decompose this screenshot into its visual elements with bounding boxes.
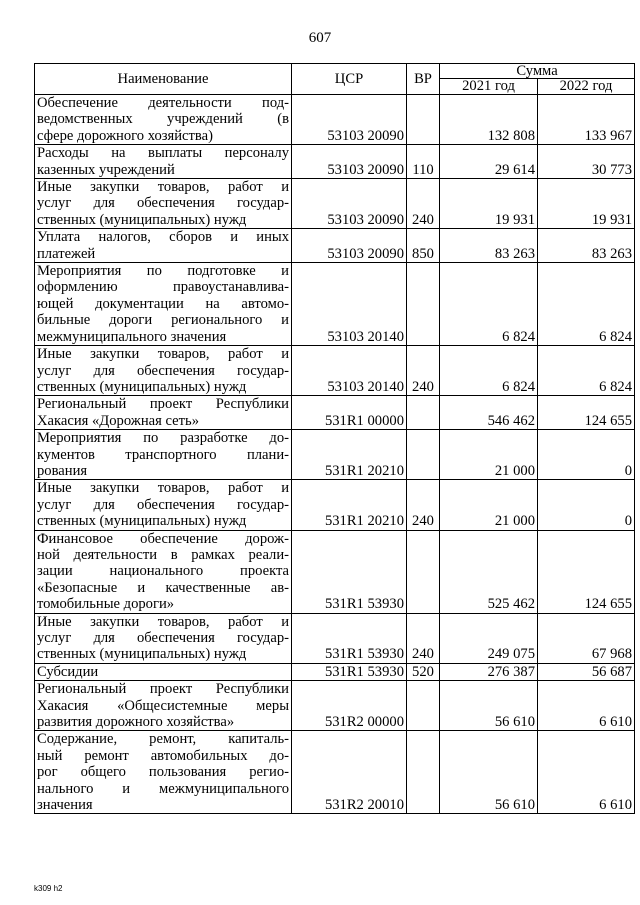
row-vr: 240 <box>407 179 440 229</box>
budget-table <box>34 63 635 814</box>
column-header-name: Наименование <box>35 64 292 95</box>
row-name <box>35 396 292 430</box>
row-vr <box>407 263 440 346</box>
row-sum-2022: 0 <box>538 480 635 530</box>
row-name-line: ственных (муниципальных) нужд <box>37 378 247 395</box>
row-name-line: ной деятельности в рамках реали- <box>37 546 289 563</box>
row-csr: 531R1 00000 <box>292 396 407 430</box>
row-name-line: услуг для обеспечения государ- <box>37 362 289 379</box>
row-sum-2021: 249 075 <box>440 613 538 663</box>
row-name-line: ственных (муниципальных) нужд <box>37 211 247 228</box>
row-sum-2021: 29 614 <box>440 145 538 179</box>
table-row <box>35 480 635 530</box>
row-name-line: развития дорожного хозяйства» <box>37 714 235 731</box>
row-sum-2021: 21 000 <box>440 430 538 480</box>
row-name <box>35 346 292 396</box>
table-row <box>35 263 635 346</box>
row-csr: 531R2 00000 <box>292 681 407 731</box>
row-sum-2022: 56 687 <box>538 663 635 680</box>
table-row <box>35 530 635 613</box>
row-sum-2021: 21 000 <box>440 480 538 530</box>
table-row <box>35 663 635 680</box>
row-sum-2021: 6 824 <box>440 263 538 346</box>
column-header-vr: ВР <box>407 64 440 95</box>
row-vr <box>407 731 440 814</box>
row-sum-2022: 133 967 <box>538 95 635 145</box>
row-sum-2021: 19 931 <box>440 179 538 229</box>
row-sum-2022: 124 655 <box>538 530 635 613</box>
row-sum-2022: 6 610 <box>538 731 635 814</box>
row-csr: 53103 20140 <box>292 346 407 396</box>
row-name-line: Обеспечение деятельности под- <box>37 95 289 111</box>
row-name-line: Субсидии <box>37 663 99 680</box>
row-name-line: ственных (муниципальных) нужд <box>37 646 247 663</box>
row-name <box>35 179 292 229</box>
table-row <box>35 145 635 179</box>
row-vr <box>407 681 440 731</box>
row-name-line: сфере дорожного хозяйства) <box>37 127 213 144</box>
row-vr: 240 <box>407 613 440 663</box>
row-name-line: межмуниципального значения <box>37 328 227 345</box>
row-csr: 53103 20090 <box>292 145 407 179</box>
row-name-line: бильные дороги регионального и <box>37 312 289 329</box>
row-csr: 53103 20090 <box>292 95 407 145</box>
row-sum-2021: 525 462 <box>440 530 538 613</box>
table-row <box>35 613 635 663</box>
row-vr <box>407 530 440 613</box>
row-name-line: Иные закупки товаров, работ и <box>37 346 289 363</box>
row-name-line: рования <box>37 462 88 479</box>
column-header-csr: ЦСР <box>292 64 407 95</box>
row-sum-2021: 56 610 <box>440 731 538 814</box>
row-sum-2021: 56 610 <box>440 681 538 731</box>
row-sum-2022: 124 655 <box>538 396 635 430</box>
page-number: 607 <box>308 30 332 46</box>
row-name-line: Мероприятия по разработке до- <box>37 430 289 447</box>
row-sum-2021: 546 462 <box>440 396 538 430</box>
row-csr: 531R1 20210 <box>292 430 407 480</box>
row-name <box>35 263 292 346</box>
row-name-line: услуг для обеспечения государ- <box>37 195 289 212</box>
row-name-line: Финансовое обеспечение дорож- <box>37 530 289 547</box>
row-name-line: значения <box>37 797 93 814</box>
table-row <box>35 95 635 145</box>
row-name <box>35 95 292 145</box>
table-row <box>35 430 635 480</box>
footer-code: k309 h2 <box>34 884 63 893</box>
row-name-line: Уплата налогов, сборов и иных <box>37 229 289 246</box>
row-name-line: Региональный проект Республики <box>37 396 289 413</box>
row-sum-2022: 30 773 <box>538 145 635 179</box>
row-sum-2022: 0 <box>538 430 635 480</box>
row-csr: 531R2 20010 <box>292 731 407 814</box>
table-row <box>35 681 635 731</box>
row-name-line: Содержание, ремонт, капиталь- <box>37 731 289 748</box>
row-sum-2022: 67 968 <box>538 613 635 663</box>
row-vr <box>407 396 440 430</box>
row-csr: 53103 20140 <box>292 263 407 346</box>
row-sum-2022: 6 824 <box>538 346 635 396</box>
table-row <box>35 396 635 430</box>
row-sum-2022: 19 931 <box>538 179 635 229</box>
row-name-line: рог общего пользования регио- <box>37 764 289 781</box>
row-name <box>35 663 292 680</box>
row-csr: 53103 20090 <box>292 179 407 229</box>
row-csr: 531R1 53930 <box>292 663 407 680</box>
column-header-2022: 2022 год <box>538 79 635 95</box>
row-name-line: оформлению правоустанавлива- <box>37 279 289 296</box>
row-name-line: Расходы на выплаты персоналу <box>37 145 289 162</box>
row-csr: 531R1 53930 <box>292 613 407 663</box>
row-vr <box>407 430 440 480</box>
row-vr <box>407 95 440 145</box>
row-sum-2022: 6 824 <box>538 263 635 346</box>
row-name <box>35 430 292 480</box>
row-name-line: Иные закупки товаров, работ и <box>37 179 289 196</box>
row-vr: 240 <box>407 480 440 530</box>
row-sum-2021: 6 824 <box>440 346 538 396</box>
row-name-line: томобильные дороги» <box>37 596 175 613</box>
row-sum-2021: 83 263 <box>440 229 538 263</box>
row-vr: 110 <box>407 145 440 179</box>
row-name-line: Иные закупки товаров, работ и <box>37 480 289 497</box>
row-name-line: ведомственных учреждений (в <box>37 111 289 128</box>
row-vr: 520 <box>407 663 440 680</box>
row-name-line: ный ремонт автомобильных до- <box>37 747 289 764</box>
row-csr: 531R1 53930 <box>292 530 407 613</box>
row-sum-2022: 6 610 <box>538 681 635 731</box>
row-name-line: ственных (муниципальных) нужд <box>37 513 247 530</box>
row-name <box>35 681 292 731</box>
row-name-line: Хакасия «Общесистемные меры <box>37 697 289 714</box>
row-name-line: услуг для обеспечения государ- <box>37 496 289 513</box>
table-row <box>35 229 635 263</box>
row-name-line: услуг для обеспечения государ- <box>37 630 289 646</box>
row-sum-2022: 83 263 <box>538 229 635 263</box>
row-name-line: Иные закупки товаров, работ и <box>37 613 289 630</box>
row-name-line: Хакасия «Дорожная сеть» <box>37 412 199 429</box>
row-name <box>35 480 292 530</box>
row-name-line: Региональный проект Республики <box>37 681 289 698</box>
column-header-sum: Сумма <box>440 64 635 79</box>
row-name <box>35 229 292 263</box>
row-csr: 53103 20090 <box>292 229 407 263</box>
row-sum-2021: 132 808 <box>440 95 538 145</box>
row-name-line: казенных учреждений <box>37 161 175 178</box>
row-name <box>35 530 292 613</box>
row-name-line: «Безопасные и качественные ав- <box>37 579 289 596</box>
table-row <box>35 179 635 229</box>
column-header-2021: 2021 год <box>440 79 538 95</box>
table-row <box>35 346 635 396</box>
table-body <box>35 95 635 814</box>
row-name-line: Мероприятия по подготовке и <box>37 263 289 280</box>
row-name <box>35 145 292 179</box>
row-vr: 850 <box>407 229 440 263</box>
row-name-line: зации национального проекта <box>37 563 289 580</box>
row-csr: 531R1 20210 <box>292 480 407 530</box>
row-vr: 240 <box>407 346 440 396</box>
row-name-line: кументов транспортного плани- <box>37 446 289 463</box>
row-name-line: платежей <box>37 245 96 262</box>
row-name-line: ющей документации на автомо- <box>37 295 289 312</box>
row-name <box>35 731 292 814</box>
row-name-line: нального и межмуниципального <box>37 780 289 797</box>
row-name <box>35 613 292 663</box>
table-row <box>35 731 635 814</box>
row-sum-2021: 276 387 <box>440 663 538 680</box>
